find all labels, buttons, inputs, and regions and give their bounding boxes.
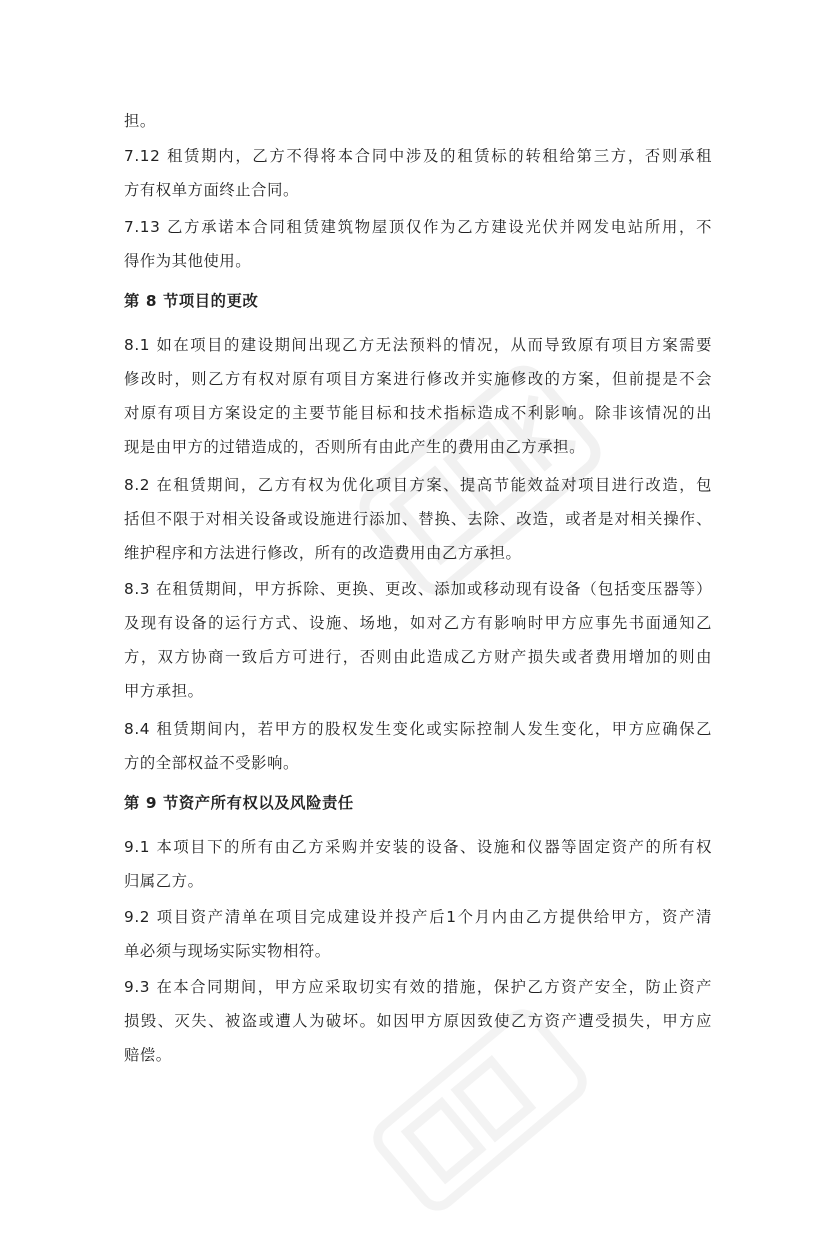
text-line: 赔偿。 [124,1046,172,1064]
paragraph-7-12 [124,139,712,207]
text-line: 9.2 项目资产清单在项目完成建设并投产后1个月内由乙方提供给甲方，资产清 [124,908,712,926]
paragraph-9-3 [124,970,712,1072]
paragraph-9-2 [124,900,712,968]
text-line: 8.4 租赁期间内，若甲方的股权发生变化或实际控制人发生变化，甲方应确保乙 [124,720,712,738]
text-line: 现是由甲方的过错造成的，否则所有由此产生的费用由乙方承担。 [124,438,586,456]
text-line: 7.12 租赁期内，乙方不得将本合同中涉及的租赁标的转租给第三方，否则承租 [124,147,712,165]
text-line: 得作为其他使用。 [124,252,252,270]
section-9-heading: 第 9 节资产所有权以及风险责任 [124,794,354,812]
section-8-heading: 第 8 节项目的更改 [124,292,259,310]
text-line: 9.3 在本合同期间，甲方应采取切实有效的措施，保护乙方资产安全，防止资产 [124,978,712,996]
text-line: 归属乙方。 [124,872,204,890]
text-line: 8.2 在租赁期间，乙方有权为优化项目方案、提高节能效益对项目进行改造，包 [124,476,712,494]
text-line: 损毁、灭失、被盗或遭人为破坏。如因甲方原因致使乙方资产遭受损失，甲方应 [124,1012,712,1030]
text-line: 方，双方协商一致后方可进行，否则由此造成乙方财产损失或者费用增加的则由 [124,648,712,666]
text-line: 修改时，则乙方有权对原有项目方案进行修改并实施修改的方案，但前提是不会 [124,370,712,388]
text-line: 单必须与现场实际实物相符。 [124,942,331,960]
text-line: 8.1 如在项目的建设期间出现乙方无法预料的情况，从而导致原有项目方案需要 [124,336,712,354]
text-line: 方有权单方面终止合同。 [124,181,299,199]
text-line: 及现有设备的运行方式、设施、场地，如对乙方有影响时甲方应事先书面通知乙 [124,614,712,632]
text-line: 甲方承担。 [124,682,204,700]
paragraph-7-13 [124,210,712,278]
paragraph-8-4 [124,712,712,780]
text-line: 担。 [124,112,156,130]
text-line: 方的全部权益不受影响。 [124,754,299,772]
text-line: 9.1 本项目下的所有由乙方采购并安装的设备、设施和仪器等固定资产的所有权 [124,838,712,856]
text-line: 括但不限于对相关设备或设施进行添加、替换、去除、改造，或者是对相关操作、 [124,510,712,528]
paragraph-9-1 [124,830,712,898]
paragraph-7-11-end [124,104,712,138]
paragraph-8-2 [124,468,712,570]
text-line: 对原有项目方案设定的主要节能目标和技术指标造成不利影响。除非该情况的出 [124,404,712,422]
text-line: 7.13 乙方承诺本合同租赁建筑物屋顶仅作为乙方建设光伏并网发电站所用，不 [124,218,712,236]
text-line: 8.3 在租赁期间，甲方拆除、更换、更改、添加或移动现有设备（包括变压器等） [124,580,712,598]
text-line: 维护程序和方法进行修改，所有的改造费用由乙方承担。 [124,544,522,562]
paragraph-8-1 [124,328,712,464]
paragraph-8-3 [124,572,712,708]
